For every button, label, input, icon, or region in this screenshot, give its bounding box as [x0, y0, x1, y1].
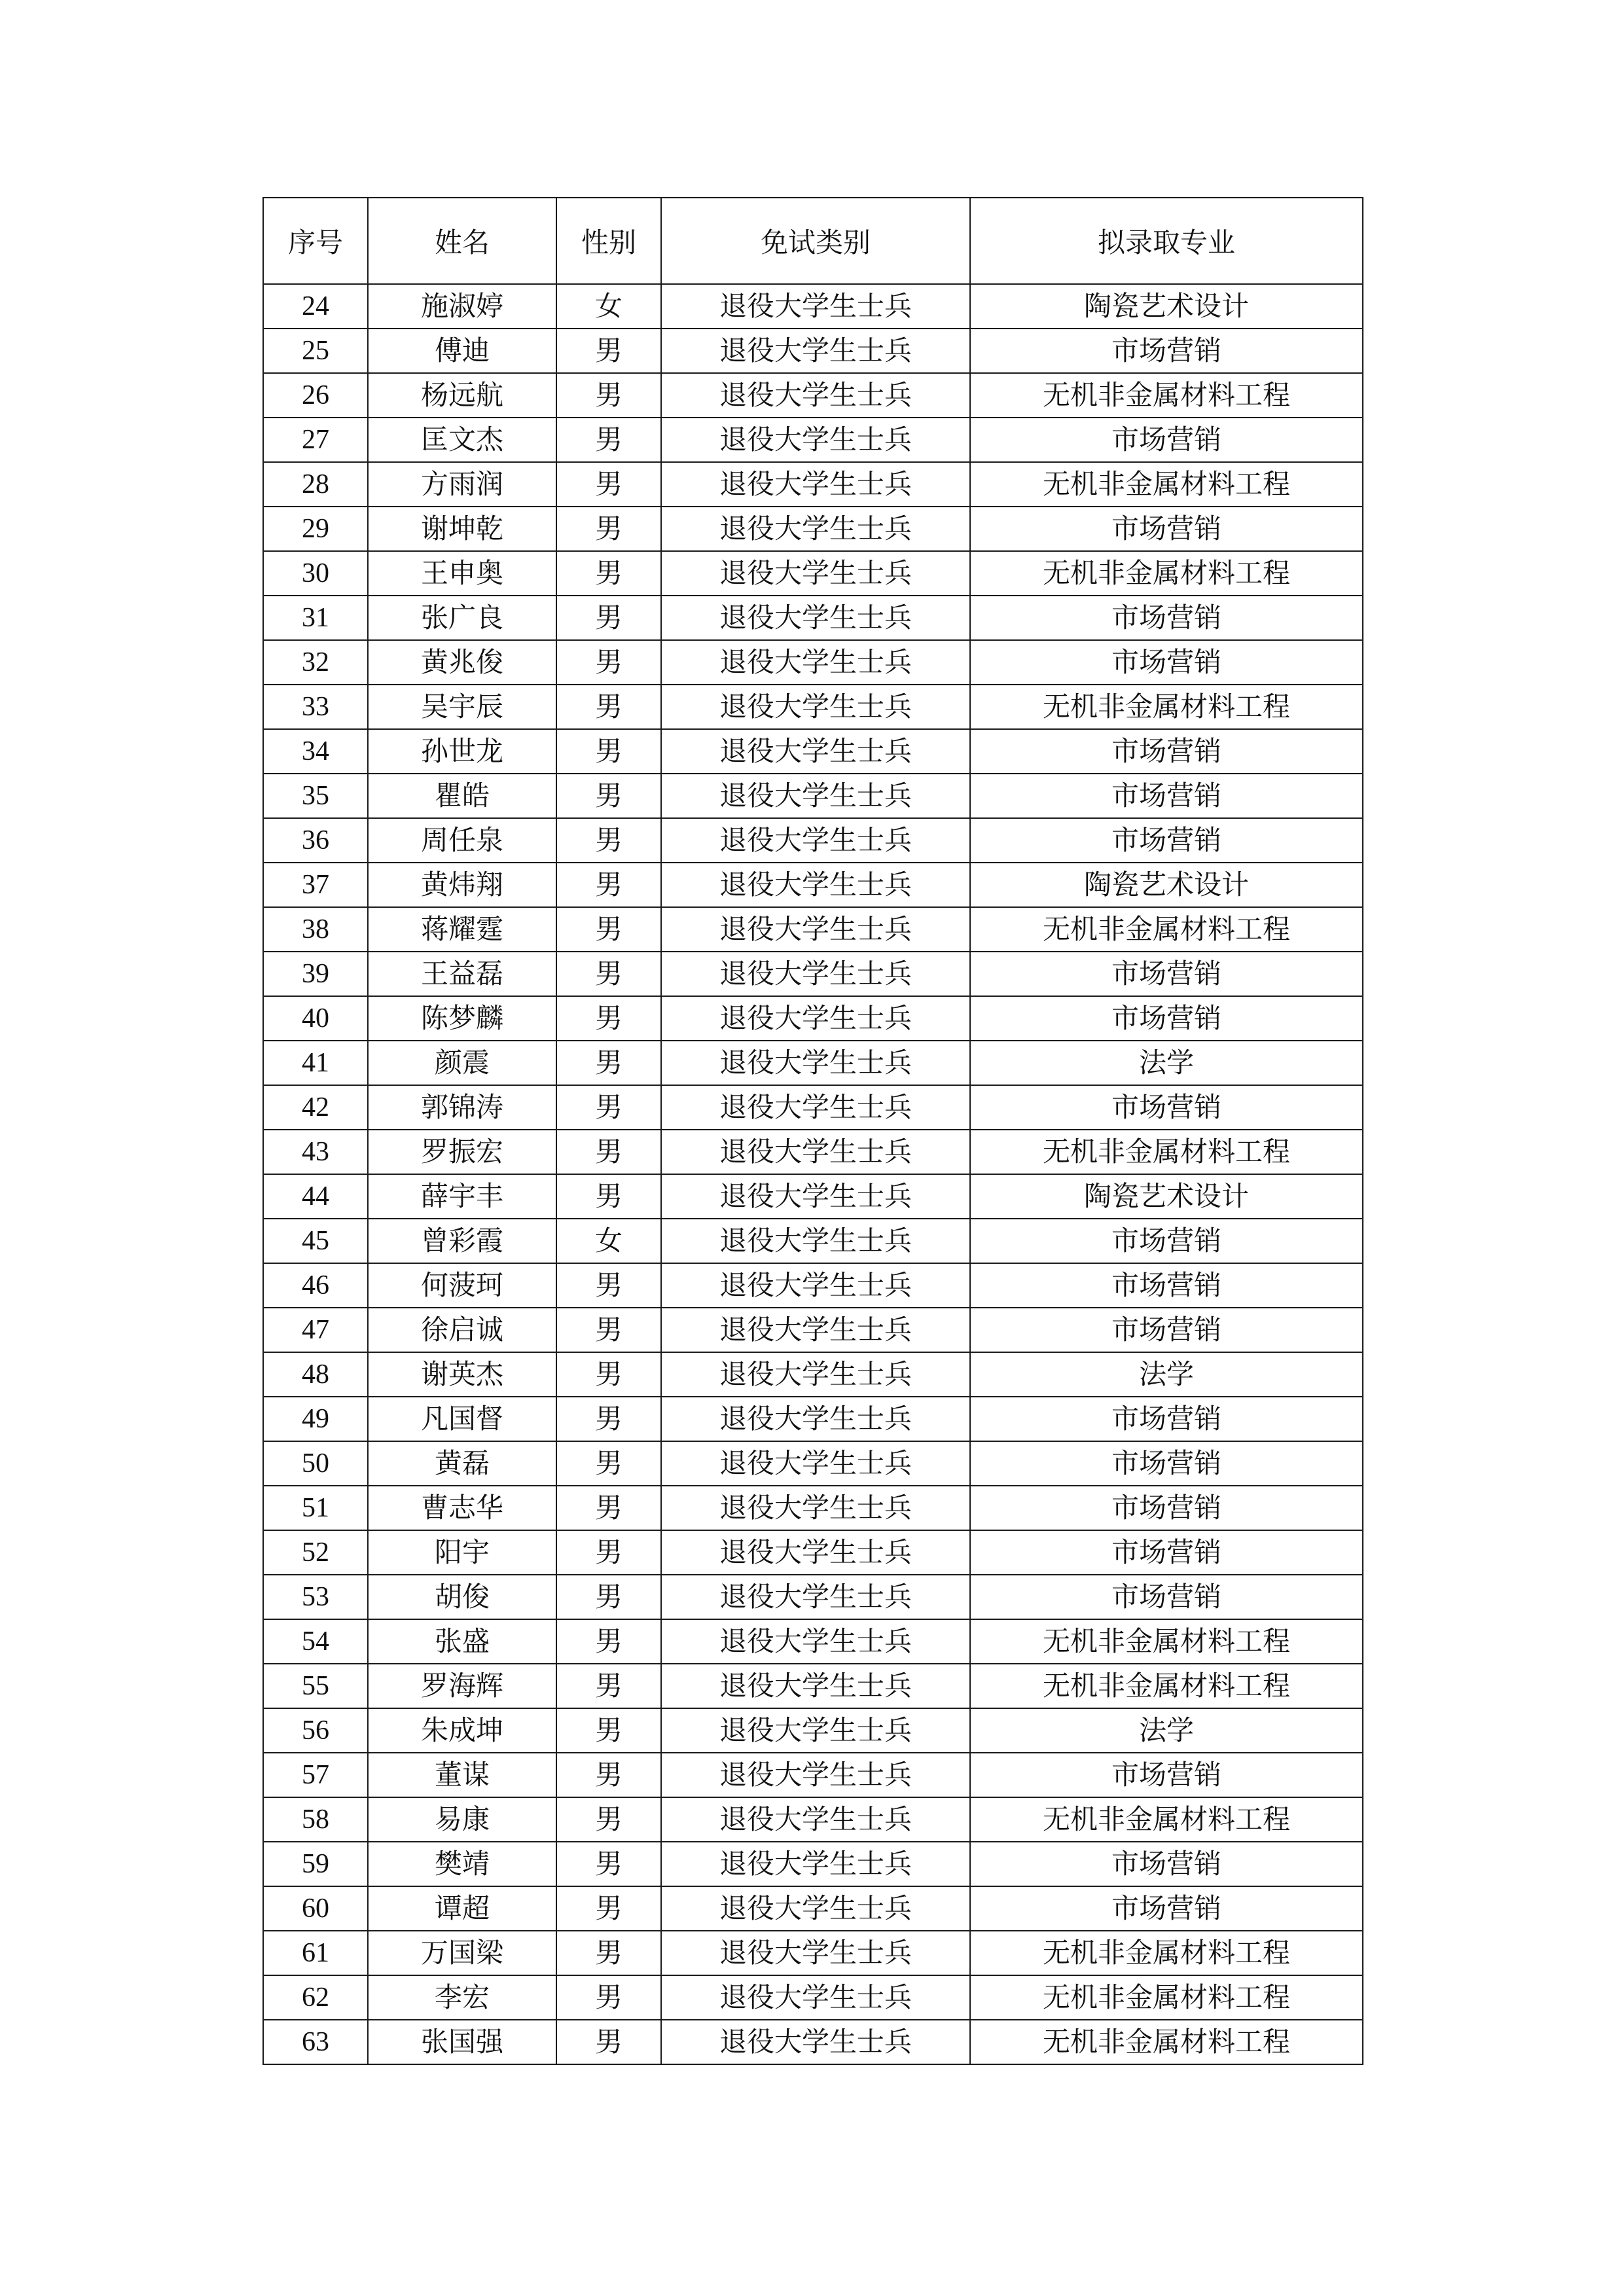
- cell-gender: 男: [556, 1263, 661, 1308]
- cell-proposed-major: 法学: [970, 1708, 1363, 1753]
- cell-name: 易康: [368, 1797, 556, 1842]
- cell-index: 36: [263, 818, 368, 863]
- table-row: [263, 284, 1363, 329]
- cell-exemption-category: 退役大学生士兵: [661, 774, 970, 818]
- cell-proposed-major: 无机非金属材料工程: [970, 462, 1363, 507]
- cell-exemption-category: 退役大学生士兵: [661, 1441, 970, 1486]
- table-row: [263, 1085, 1363, 1130]
- cell-exemption-category: 退役大学生士兵: [661, 373, 970, 418]
- cell-name: 方雨润: [368, 462, 556, 507]
- table-row: [263, 1174, 1363, 1219]
- cell-exemption-category: 退役大学生士兵: [661, 1619, 970, 1664]
- cell-gender: 女: [556, 1219, 661, 1263]
- cell-name: 张国强: [368, 2020, 556, 2064]
- cell-index: 25: [263, 329, 368, 373]
- cell-index: 33: [263, 685, 368, 729]
- table-row: [263, 1441, 1363, 1486]
- cell-gender: 男: [556, 818, 661, 863]
- table-row: [263, 1931, 1363, 1975]
- cell-gender: 男: [556, 1619, 661, 1664]
- cell-proposed-major: 陶瓷艺术设计: [970, 1174, 1363, 1219]
- cell-exemption-category: 退役大学生士兵: [661, 996, 970, 1041]
- table-row: [263, 596, 1363, 640]
- cell-index: 50: [263, 1441, 368, 1486]
- table-row: [263, 507, 1363, 551]
- cell-proposed-major: 市场营销: [970, 1263, 1363, 1308]
- cell-exemption-category: 退役大学生士兵: [661, 1753, 970, 1797]
- cell-proposed-major: 法学: [970, 1352, 1363, 1397]
- cell-gender: 男: [556, 1664, 661, 1708]
- cell-name: 黄磊: [368, 1441, 556, 1486]
- cell-gender: 男: [556, 507, 661, 551]
- cell-proposed-major: 无机非金属材料工程: [970, 1664, 1363, 1708]
- table-row: [263, 1308, 1363, 1352]
- cell-index: 37: [263, 863, 368, 907]
- cell-index: 53: [263, 1575, 368, 1619]
- cell-gender: 男: [556, 1174, 661, 1219]
- cell-gender: 男: [556, 2020, 661, 2064]
- cell-name: 瞿皓: [368, 774, 556, 818]
- cell-name: 颜震: [368, 1041, 556, 1085]
- table-row: [263, 685, 1363, 729]
- cell-name: 万国梁: [368, 1931, 556, 1975]
- cell-gender: 男: [556, 1486, 661, 1530]
- cell-index: 51: [263, 1486, 368, 1530]
- table-row: [263, 1619, 1363, 1664]
- cell-name: 谢坤乾: [368, 507, 556, 551]
- table-row: [263, 2020, 1363, 2064]
- cell-exemption-category: 退役大学生士兵: [661, 1931, 970, 1975]
- cell-proposed-major: 市场营销: [970, 1486, 1363, 1530]
- header-name: 姓名: [368, 198, 556, 284]
- cell-proposed-major: 市场营销: [970, 1575, 1363, 1619]
- cell-exemption-category: 退役大学生士兵: [661, 1263, 970, 1308]
- cell-gender: 男: [556, 685, 661, 729]
- table-row: [263, 1842, 1363, 1886]
- table-row: [263, 1708, 1363, 1753]
- cell-proposed-major: 市场营销: [970, 1308, 1363, 1352]
- cell-gender: 男: [556, 729, 661, 774]
- cell-exemption-category: 退役大学生士兵: [661, 1842, 970, 1886]
- table-row: [263, 329, 1363, 373]
- cell-index: 57: [263, 1753, 368, 1797]
- cell-gender: 男: [556, 462, 661, 507]
- cell-name: 李宏: [368, 1975, 556, 2020]
- cell-index: 43: [263, 1130, 368, 1174]
- cell-exemption-category: 退役大学生士兵: [661, 640, 970, 685]
- cell-index: 58: [263, 1797, 368, 1842]
- cell-name: 徐启诚: [368, 1308, 556, 1352]
- cell-exemption-category: 退役大学生士兵: [661, 818, 970, 863]
- cell-exemption-category: 退役大学生士兵: [661, 1886, 970, 1931]
- cell-gender: 男: [556, 1041, 661, 1085]
- header-row: [263, 198, 1363, 284]
- admission-table: [262, 197, 1363, 2065]
- cell-name: 王益磊: [368, 952, 556, 996]
- table-row: [263, 996, 1363, 1041]
- cell-name: 吴宇辰: [368, 685, 556, 729]
- cell-proposed-major: 无机非金属材料工程: [970, 1619, 1363, 1664]
- cell-proposed-major: 无机非金属材料工程: [970, 685, 1363, 729]
- cell-proposed-major: 市场营销: [970, 774, 1363, 818]
- cell-gender: 男: [556, 1308, 661, 1352]
- cell-index: 40: [263, 996, 368, 1041]
- cell-proposed-major: 市场营销: [970, 1842, 1363, 1886]
- cell-index: 24: [263, 284, 368, 329]
- cell-index: 39: [263, 952, 368, 996]
- cell-index: 29: [263, 507, 368, 551]
- table-row: [263, 1219, 1363, 1263]
- cell-index: 59: [263, 1842, 368, 1886]
- cell-index: 55: [263, 1664, 368, 1708]
- cell-proposed-major: 无机非金属材料工程: [970, 907, 1363, 952]
- cell-gender: 男: [556, 1085, 661, 1130]
- cell-gender: 男: [556, 373, 661, 418]
- cell-gender: 女: [556, 284, 661, 329]
- cell-name: 张盛: [368, 1619, 556, 1664]
- cell-exemption-category: 退役大学生士兵: [661, 507, 970, 551]
- cell-name: 何菠珂: [368, 1263, 556, 1308]
- cell-name: 董谋: [368, 1753, 556, 1797]
- cell-name: 罗振宏: [368, 1130, 556, 1174]
- cell-name: 王申奥: [368, 551, 556, 596]
- table-row: [263, 1486, 1363, 1530]
- table-row: [263, 551, 1363, 596]
- cell-gender: 男: [556, 329, 661, 373]
- cell-proposed-major: 市场营销: [970, 1886, 1363, 1931]
- table-row: [263, 1753, 1363, 1797]
- cell-gender: 男: [556, 1842, 661, 1886]
- cell-proposed-major: 陶瓷艺术设计: [970, 863, 1363, 907]
- table-row: [263, 1041, 1363, 1085]
- cell-proposed-major: 市场营销: [970, 507, 1363, 551]
- cell-index: 38: [263, 907, 368, 952]
- table-row: [263, 418, 1363, 462]
- cell-name: 蒋耀霆: [368, 907, 556, 952]
- cell-gender: 男: [556, 1130, 661, 1174]
- cell-proposed-major: 市场营销: [970, 1530, 1363, 1575]
- cell-exemption-category: 退役大学生士兵: [661, 1708, 970, 1753]
- cell-gender: 男: [556, 1530, 661, 1575]
- table-row: [263, 1797, 1363, 1842]
- cell-index: 48: [263, 1352, 368, 1397]
- cell-gender: 男: [556, 596, 661, 640]
- cell-name: 杨远航: [368, 373, 556, 418]
- cell-name: 阳宇: [368, 1530, 556, 1575]
- cell-exemption-category: 退役大学生士兵: [661, 551, 970, 596]
- header-gender: 性别: [556, 198, 661, 284]
- cell-index: 49: [263, 1397, 368, 1441]
- cell-name: 郭锦涛: [368, 1085, 556, 1130]
- cell-proposed-major: 市场营销: [970, 640, 1363, 685]
- cell-index: 54: [263, 1619, 368, 1664]
- cell-proposed-major: 无机非金属材料工程: [970, 551, 1363, 596]
- cell-gender: 男: [556, 1753, 661, 1797]
- cell-proposed-major: 市场营销: [970, 729, 1363, 774]
- table-row: [263, 729, 1363, 774]
- cell-gender: 男: [556, 1441, 661, 1486]
- cell-index: 26: [263, 373, 368, 418]
- cell-gender: 男: [556, 1708, 661, 1753]
- cell-index: 41: [263, 1041, 368, 1085]
- cell-proposed-major: 无机非金属材料工程: [970, 1931, 1363, 1975]
- cell-gender: 男: [556, 1931, 661, 1975]
- cell-index: 42: [263, 1085, 368, 1130]
- cell-exemption-category: 退役大学生士兵: [661, 284, 970, 329]
- cell-exemption-category: 退役大学生士兵: [661, 1486, 970, 1530]
- cell-name: 曾彩霞: [368, 1219, 556, 1263]
- cell-exemption-category: 退役大学生士兵: [661, 1530, 970, 1575]
- table-row: [263, 1664, 1363, 1708]
- cell-name: 孙世龙: [368, 729, 556, 774]
- cell-index: 32: [263, 640, 368, 685]
- table-row: [263, 818, 1363, 863]
- table-row: [263, 952, 1363, 996]
- cell-name: 傅迪: [368, 329, 556, 373]
- cell-exemption-category: 退役大学生士兵: [661, 863, 970, 907]
- cell-gender: 男: [556, 1797, 661, 1842]
- header-index: 序号: [263, 198, 368, 284]
- cell-proposed-major: 市场营销: [970, 329, 1363, 373]
- cell-proposed-major: 陶瓷艺术设计: [970, 284, 1363, 329]
- table-row: [263, 774, 1363, 818]
- cell-index: 45: [263, 1219, 368, 1263]
- cell-exemption-category: 退役大学生士兵: [661, 952, 970, 996]
- cell-name: 陈梦麟: [368, 996, 556, 1041]
- cell-gender: 男: [556, 551, 661, 596]
- cell-exemption-category: 退役大学生士兵: [661, 1397, 970, 1441]
- table-header: [263, 198, 1363, 284]
- cell-name: 张广良: [368, 596, 556, 640]
- cell-gender: 男: [556, 863, 661, 907]
- cell-proposed-major: 无机非金属材料工程: [970, 2020, 1363, 2064]
- cell-exemption-category: 退役大学生士兵: [661, 1174, 970, 1219]
- table-row: [263, 1130, 1363, 1174]
- table-row: [263, 863, 1363, 907]
- cell-name: 薛宇丰: [368, 1174, 556, 1219]
- cell-exemption-category: 退役大学生士兵: [661, 418, 970, 462]
- cell-exemption-category: 退役大学生士兵: [661, 1352, 970, 1397]
- cell-gender: 男: [556, 1352, 661, 1397]
- cell-exemption-category: 退役大学生士兵: [661, 329, 970, 373]
- table-row: [263, 1575, 1363, 1619]
- cell-gender: 男: [556, 1975, 661, 2020]
- cell-name: 谢英杰: [368, 1352, 556, 1397]
- cell-exemption-category: 退役大学生士兵: [661, 1664, 970, 1708]
- cell-proposed-major: 市场营销: [970, 996, 1363, 1041]
- cell-proposed-major: 无机非金属材料工程: [970, 373, 1363, 418]
- cell-proposed-major: 无机非金属材料工程: [970, 1975, 1363, 2020]
- cell-name: 黄炜翔: [368, 863, 556, 907]
- cell-name: 周任泉: [368, 818, 556, 863]
- cell-gender: 男: [556, 1886, 661, 1931]
- cell-name: 谭超: [368, 1886, 556, 1931]
- table-row: [263, 1530, 1363, 1575]
- cell-name: 凡国督: [368, 1397, 556, 1441]
- cell-proposed-major: 无机非金属材料工程: [970, 1130, 1363, 1174]
- cell-index: 31: [263, 596, 368, 640]
- cell-exemption-category: 退役大学生士兵: [661, 1308, 970, 1352]
- cell-gender: 男: [556, 907, 661, 952]
- cell-index: 34: [263, 729, 368, 774]
- table-row: [263, 1397, 1363, 1441]
- cell-name: 黄兆俊: [368, 640, 556, 685]
- cell-proposed-major: 市场营销: [970, 1397, 1363, 1441]
- table-row: [263, 462, 1363, 507]
- table-row: [263, 373, 1363, 418]
- cell-exemption-category: 退役大学生士兵: [661, 685, 970, 729]
- table-row: [263, 1886, 1363, 1931]
- cell-name: 樊靖: [368, 1842, 556, 1886]
- cell-index: 27: [263, 418, 368, 462]
- cell-index: 56: [263, 1708, 368, 1753]
- cell-proposed-major: 市场营销: [970, 1753, 1363, 1797]
- cell-gender: 男: [556, 774, 661, 818]
- cell-gender: 男: [556, 640, 661, 685]
- cell-exemption-category: 退役大学生士兵: [661, 1130, 970, 1174]
- cell-name: 朱成坤: [368, 1708, 556, 1753]
- cell-exemption-category: 退役大学生士兵: [661, 1085, 970, 1130]
- cell-exemption-category: 退役大学生士兵: [661, 907, 970, 952]
- cell-name: 罗海辉: [368, 1664, 556, 1708]
- cell-proposed-major: 法学: [970, 1041, 1363, 1085]
- cell-exemption-category: 退役大学生士兵: [661, 729, 970, 774]
- cell-index: 46: [263, 1263, 368, 1308]
- cell-gender: 男: [556, 418, 661, 462]
- table-row: [263, 1263, 1363, 1308]
- table-row: [263, 907, 1363, 952]
- cell-index: 28: [263, 462, 368, 507]
- cell-exemption-category: 退役大学生士兵: [661, 1041, 970, 1085]
- cell-index: 62: [263, 1975, 368, 2020]
- cell-proposed-major: 市场营销: [970, 952, 1363, 996]
- cell-gender: 男: [556, 952, 661, 996]
- cell-exemption-category: 退役大学生士兵: [661, 462, 970, 507]
- cell-exemption-category: 退役大学生士兵: [661, 1797, 970, 1842]
- cell-index: 44: [263, 1174, 368, 1219]
- cell-gender: 男: [556, 996, 661, 1041]
- cell-proposed-major: 市场营销: [970, 596, 1363, 640]
- cell-proposed-major: 市场营销: [970, 818, 1363, 863]
- cell-name: 施淑婷: [368, 284, 556, 329]
- cell-proposed-major: 市场营销: [970, 1085, 1363, 1130]
- cell-exemption-category: 退役大学生士兵: [661, 1219, 970, 1263]
- cell-proposed-major: 市场营销: [970, 418, 1363, 462]
- cell-index: 60: [263, 1886, 368, 1931]
- cell-exemption-category: 退役大学生士兵: [661, 1975, 970, 2020]
- header-proposed-major: 拟录取专业: [970, 198, 1363, 284]
- table-row: [263, 640, 1363, 685]
- cell-index: 35: [263, 774, 368, 818]
- cell-index: 61: [263, 1931, 368, 1975]
- table-row: [263, 1352, 1363, 1397]
- cell-exemption-category: 退役大学生士兵: [661, 2020, 970, 2064]
- cell-gender: 男: [556, 1575, 661, 1619]
- cell-gender: 男: [556, 1397, 661, 1441]
- cell-name: 胡俊: [368, 1575, 556, 1619]
- cell-proposed-major: 无机非金属材料工程: [970, 1797, 1363, 1842]
- cell-exemption-category: 退役大学生士兵: [661, 1575, 970, 1619]
- cell-proposed-major: 市场营销: [970, 1441, 1363, 1486]
- cell-index: 52: [263, 1530, 368, 1575]
- header-exemption-category: 免试类别: [661, 198, 970, 284]
- cell-name: 曹志华: [368, 1486, 556, 1530]
- table-row: [263, 1975, 1363, 2020]
- cell-name: 匡文杰: [368, 418, 556, 462]
- cell-exemption-category: 退役大学生士兵: [661, 596, 970, 640]
- cell-proposed-major: 市场营销: [970, 1219, 1363, 1263]
- cell-index: 30: [263, 551, 368, 596]
- table-body: [263, 284, 1363, 2064]
- cell-index: 47: [263, 1308, 368, 1352]
- cell-index: 63: [263, 2020, 368, 2064]
